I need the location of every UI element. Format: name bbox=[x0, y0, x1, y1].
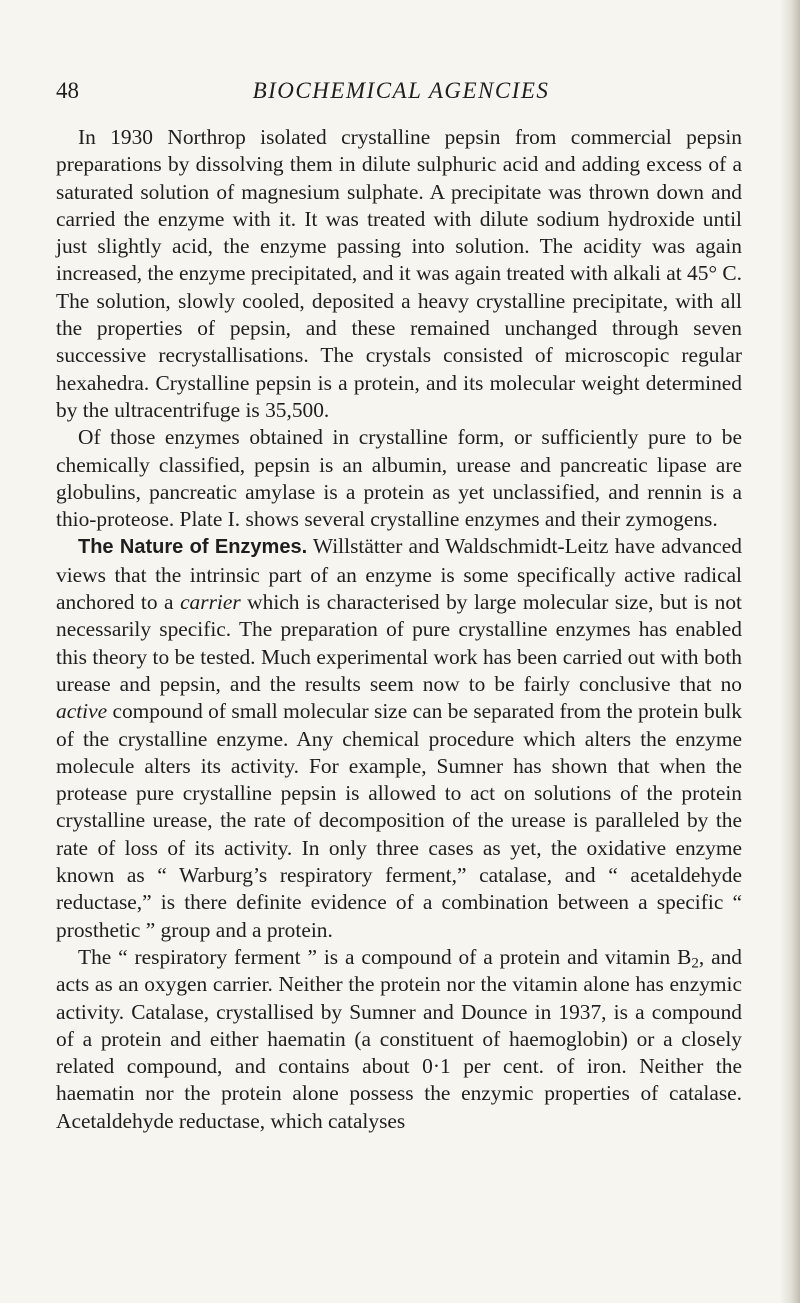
paragraph-northrop: In 1930 Northrop isolated crystalline pepsin from commercial pepsin preparations by dissolving them in dilute sulphuric acid and adding excess of a saturated solution of magnesium sulphate. A precipitate was thrown down and carried the enzyme with it. It was treated with dilute sodium hydroxide until just slightly acid, the enzyme passing into solution. The acidity was again increased, the enzyme precipitated, and it was again treated with alkali at 45° C. The solution, slowly cooled, deposited a heavy crystalline precipitate, with all the properties of pepsin, and these remained unchanged through seven successive recrystallisations. The crystals consisted of microscopic regular hexahedra. Crystalline pepsin is a protein, and its molecular weight determined by the ultracentrifuge is 35,500. bbox=[56, 125, 742, 422]
paragraph-enzyme-classification: Of those enzymes obtained in crystalline form, or sufficiently pure to be chemically classified, pepsin is an albumin, urease and pancreatic lipase are globulins, pancreatic amylase is a protein as yet unclassified, and rennin is a thio-proteose. Plate I. shows several crystalline enzymes and their zymogens. bbox=[56, 425, 742, 532]
text-span: compound of small molecular size can be separated from the protein bulk of the crystalline enzyme. Any chemical procedure which alters the enzyme molecule alters its activity. For example, Sumner has shown that when the protease pure crystalline pepsin is allowed to act on solutions of the protein crystalline urease, the rate of decomposition of the urease is paralleled by the rate of loss of its activity. In only three cases as yet, the oxidative enzyme known as “ Warburg’s respiratory ferment,” catalase, and “ acetaldehyde reductase,” is there definite evidence of a combination between a specific “ prosthetic ” group and a protein. bbox=[56, 699, 742, 942]
section-heading: The Nature of Enzymes. bbox=[78, 536, 308, 559]
text-span: which is characterised by large molecular size, but is not necessarily specific. The preparation of pure crystalline enzymes has enabled this theory to be tested. Much experimental work has been carried out with both urease and pepsin, and the results seem now to be fairly conclusive that no bbox=[56, 590, 742, 696]
italic-term: active bbox=[56, 699, 108, 724]
page-header bbox=[56, 78, 746, 112]
italic-term: carrier bbox=[180, 590, 241, 615]
paragraph-respiratory-ferment bbox=[56, 944, 742, 1135]
text-span: The “ respiratory ferment ” is a compound of a protein and vitamin B bbox=[78, 944, 692, 969]
paragraph-nature-of-enzymes bbox=[56, 533, 742, 943]
text-span: , and acts as an oxygen carrier. Neither the protein nor the vitamin alone has enzymic activity. Catalase, crystallised by Sumner and Dounce in 1937, is a compound of a protein and either haematin (a constituent of haemoglobin) or a closely related compound, and contains about 0·1 per cent. of iron. Neither the haematin nor the protein alone possess the enzymic properties of catalase. Acetaldehyde reductase, which catalyses bbox=[56, 944, 742, 1133]
page-edge-shadow bbox=[780, 0, 800, 1303]
running-title: BIOCHEMICAL AGENCIES bbox=[252, 78, 550, 103]
subscript: 2 bbox=[691, 955, 699, 972]
body-text bbox=[56, 124, 742, 1135]
page-number: 48 bbox=[56, 78, 79, 103]
text-span: Willstätter and Waldschmidt-Leitz have advanced views that the intrinsic part of an enzyme is some specifically active radical anchored to a bbox=[56, 534, 742, 615]
